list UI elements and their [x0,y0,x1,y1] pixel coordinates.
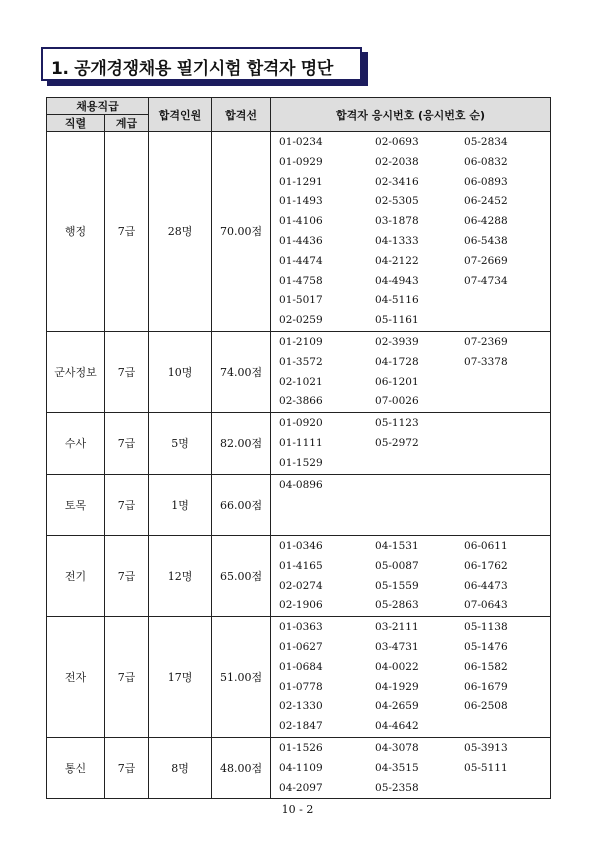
applicant-number: 02-3416 [375,175,419,188]
applicant-number: 07-4734 [464,274,508,287]
applicant-number [375,495,464,515]
applicant-number [464,291,544,311]
applicant-number: 04-2659 [375,700,419,713]
applicant-numbers-cell [271,474,551,535]
table-row [47,617,551,738]
category-cell: 수사 [47,413,105,474]
applicant-number: 06-2508 [464,700,508,713]
grade-cell: 7급 [105,737,149,798]
table-row [47,535,551,616]
applicant-number: 02-1847 [279,720,323,733]
applicant-number: 04-2097 [279,781,323,794]
count-cell: 8명 [149,737,212,798]
count-cell: 28명 [149,132,212,332]
category-cell: 군사정보 [47,331,105,412]
applicant-number [464,392,544,412]
applicant-number: 04-0896 [279,478,323,491]
cutoff-cell: 48.00점 [212,737,271,798]
applicant-number: 03-2111 [375,621,419,634]
applicant-number [464,434,544,454]
applicant-number [464,779,544,799]
applicant-number: 05-1559 [375,579,419,592]
applicant-number: 06-0893 [464,175,508,188]
applicant-number: 02-1330 [279,700,323,713]
applicant-number: 05-1476 [464,640,508,653]
applicant-number: 07-3378 [464,355,508,368]
applicant-number: 01-3572 [279,355,323,368]
applicant-number [464,495,544,515]
cutoff-cell: 82.00점 [212,413,271,474]
applicant-number [464,717,544,737]
applicant-number: 04-5116 [375,294,419,307]
applicant-number [464,373,544,393]
applicant-number: 06-1679 [464,680,508,693]
count-cell: 10명 [149,331,212,412]
applicant-number: 07-2369 [464,335,508,348]
applicant-numbers-grid [271,332,550,412]
category-cell: 토목 [47,474,105,535]
cutoff-cell: 65.00점 [212,535,271,616]
header-group: 채용직급 [47,98,149,115]
count-cell: 12명 [149,535,212,616]
applicant-number: 01-0684 [279,660,323,673]
applicant-number: 01-0346 [279,539,323,552]
applicant-number: 05-0087 [375,559,419,572]
applicant-number: 07-2669 [464,254,508,267]
applicant-numbers-grid [271,617,550,737]
applicant-number: 06-5438 [464,234,508,247]
applicant-number: 04-1929 [375,680,419,693]
grade-cell: 7급 [105,331,149,412]
applicant-number: 01-1493 [279,195,323,208]
cutoff-cell: 70.00점 [212,132,271,332]
applicant-number: 04-3078 [375,741,419,754]
applicant-number: 05-2834 [464,136,508,148]
applicant-number: 03-1878 [375,215,419,228]
applicant-number: 02-1906 [279,599,323,612]
applicant-number: 04-0022 [375,660,419,673]
applicant-number: 05-2863 [375,599,419,612]
section-title-box [41,47,362,81]
table-row [47,474,551,535]
table-row [47,331,551,412]
applicant-number: 06-4288 [464,215,508,228]
applicant-number: 04-1531 [375,539,419,552]
page-number: 10 - 2 [281,803,314,816]
applicant-numbers-grid [271,475,550,535]
applicant-number: 01-1291 [279,175,323,188]
applicant-numbers-grid [271,132,550,331]
applicant-number: 05-1161 [375,314,419,327]
applicant-number [464,515,544,535]
applicant-number [464,476,544,496]
header-numbers: 합격자 응시번호 (응시번호 순) [271,98,551,132]
applicant-numbers-cell [271,737,551,798]
applicant-number: 01-0234 [279,136,323,148]
table-body [47,132,551,799]
cutoff-cell: 51.00점 [212,617,271,738]
applicant-number [375,476,464,496]
applicant-number: 01-1529 [279,456,323,469]
cutoff-cell: 66.00점 [212,474,271,535]
applicant-number: 06-2452 [464,195,508,208]
applicant-number: 01-5017 [279,294,323,307]
results-table [46,97,551,799]
applicant-numbers-cell [271,132,551,332]
applicant-number: 06-0611 [464,539,508,552]
table-row [47,132,551,332]
applicant-numbers-grid [271,413,550,473]
table-row [47,413,551,474]
applicant-number: 02-3939 [375,335,419,348]
applicant-numbers-cell [271,617,551,738]
category-cell: 행정 [47,132,105,332]
applicant-number: 02-1021 [279,375,323,388]
applicant-numbers-cell [271,331,551,412]
applicant-number: 01-1526 [279,741,323,754]
applicant-number: 01-1111 [279,436,323,449]
applicant-number: 02-0259 [279,314,323,327]
applicant-number [464,414,544,434]
applicant-number: 01-4436 [279,234,323,247]
applicant-number: 01-4758 [279,274,323,287]
applicant-number: 07-0026 [375,395,419,408]
applicant-number: 01-4165 [279,559,323,572]
applicant-number: 01-0929 [279,155,323,168]
applicant-number: 04-1728 [375,355,419,368]
applicant-number [375,515,464,535]
applicant-number: 06-1201 [375,375,419,388]
category-cell: 전기 [47,535,105,616]
applicant-number: 01-0627 [279,640,323,653]
header-count: 합격인원 [149,98,212,132]
category-cell: 통신 [47,737,105,798]
cutoff-cell: 74.00점 [212,331,271,412]
applicant-number: 01-0778 [279,680,323,693]
table-header [47,98,551,132]
applicant-number: 05-1138 [464,621,508,634]
applicant-number: 03-4731 [375,640,419,653]
applicant-number: 04-1109 [279,761,323,774]
applicant-number: 02-0274 [279,579,323,592]
applicant-numbers-cell [271,535,551,616]
count-cell: 5명 [149,413,212,474]
applicant-number [464,454,544,474]
applicant-number [279,495,375,515]
grade-cell: 7급 [105,535,149,616]
applicant-number [279,515,375,535]
applicant-number: 05-2972 [375,436,419,449]
applicant-number: 05-5111 [464,761,508,774]
grade-cell: 7급 [105,474,149,535]
applicant-number: 04-2122 [375,254,419,267]
applicant-number: 07-0643 [464,599,508,612]
applicant-numbers-grid [271,738,550,798]
applicant-number: 06-1762 [464,559,508,572]
applicant-number: 05-1123 [375,417,419,430]
applicant-number: 01-4474 [279,254,323,267]
header-grade: 계급 [105,115,149,132]
applicant-number: 06-1582 [464,660,508,673]
applicant-number: 02-0693 [375,136,419,148]
header-category: 직렬 [47,115,105,132]
grade-cell: 7급 [105,132,149,332]
applicant-number: 02-5305 [375,195,419,208]
applicant-number [375,454,464,474]
applicant-number: 01-0363 [279,621,323,634]
applicant-number: 06-0832 [464,155,508,168]
applicant-number: 04-4943 [375,274,419,287]
applicant-number: 04-1333 [375,234,419,247]
applicant-number: 06-4473 [464,579,508,592]
applicant-number: 01-0920 [279,417,323,430]
applicant-number: 05-3913 [464,741,508,754]
applicant-number: 04-3515 [375,761,419,774]
applicant-numbers-cell [271,413,551,474]
applicant-number: 05-2358 [375,781,419,794]
applicant-number: 04-4642 [375,720,419,733]
applicant-number: 02-2038 [375,155,419,168]
table-row [47,737,551,798]
count-cell: 17명 [149,617,212,738]
applicant-number: 02-3866 [279,395,323,408]
applicant-number [464,311,544,331]
category-cell: 전자 [47,617,105,738]
section-title: 1. 공개경쟁채용 필기시험 합격자 명단 [51,59,333,79]
header-cutoff: 합격선 [212,98,271,132]
applicant-number: 01-2109 [279,335,323,348]
applicant-numbers-grid [271,536,550,616]
grade-cell: 7급 [105,617,149,738]
grade-cell: 7급 [105,413,149,474]
count-cell: 1명 [149,474,212,535]
applicant-number: 01-4106 [279,215,323,228]
